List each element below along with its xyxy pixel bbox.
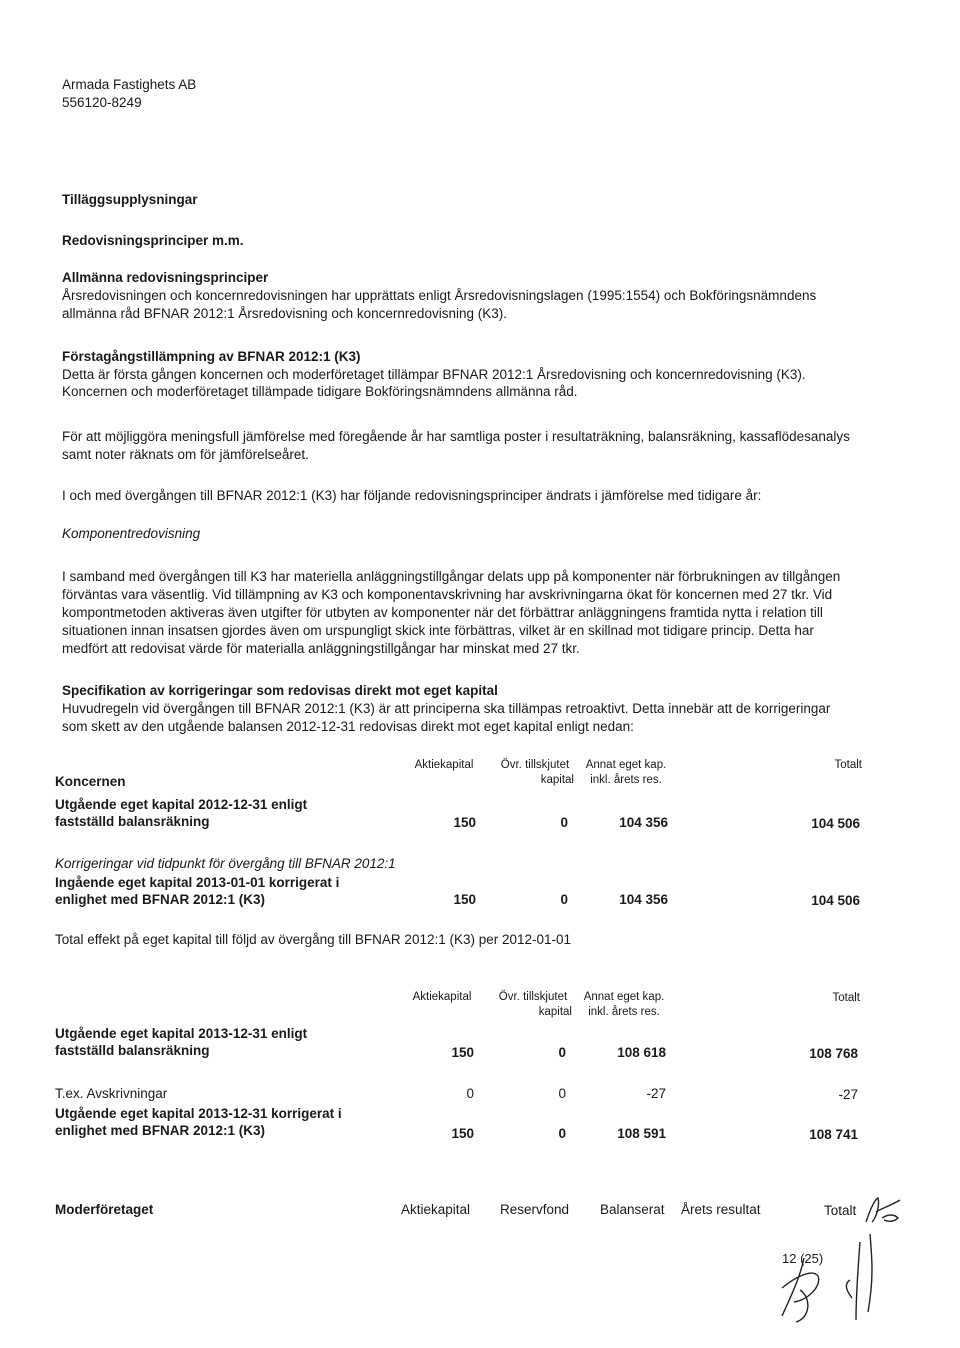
component-heading: Komponentredovisning [62, 526, 201, 541]
col-header-total: Totalt [834, 759, 862, 771]
table2-row1-total: 108 768 [809, 1046, 858, 1061]
handwritten-signature [760, 1228, 890, 1328]
component-line: I samband med övergången till K3 har materiella anläggningstillgångar delats upp på komponenter när förbrukningen av tillgången [62, 569, 841, 584]
parent-col-retained: Balanserat [600, 1202, 665, 1217]
table1-row2-other-equity: 104 356 [619, 892, 668, 907]
table2-row3-label: Utgående eget kapital 2013-12-31 korrigerat i enlighet med BFNAR 2012:1 (K3) [55, 1106, 342, 1138]
col-header-other-equity: Annat eget kap. inkl. årets res. [585, 759, 667, 786]
equity-spec-heading: Specifikation av korrigeringar som redovisas direkt mot eget kapital [62, 683, 498, 698]
parent-col-result: Årets resultat [681, 1202, 761, 1217]
table2-row1-share-capital: 150 [451, 1045, 474, 1060]
table1-row1-total: 104 506 [811, 816, 860, 831]
handwritten-initials-top [860, 1192, 906, 1228]
table2-row1-label: Utgående eget kapital 2013-12-31 enligt fastställd balansräkning [55, 1026, 308, 1058]
col-header-share-capital: Aktiekapital [412, 991, 472, 1003]
equity-spec-line1: Huvudregeln vid övergången till BFNAR 2012:1 (K3) är att principerna ska tillämpas retroaktivt. Detta innebär att de korrigeringar [62, 701, 831, 716]
general-principles-heading: Allmänna redovisningsprinciper [62, 270, 269, 285]
general-principles-line2: allmänna råd BFNAR 2012:1 Årsredovisning och koncernredovisning (K3). [62, 306, 507, 321]
component-line: situationen innan insatsen gjordes även om urspungligt skick inte förbättras, vilket är en skillnad mot tidigare princip. Detta har [62, 623, 814, 638]
equity-spec-line2: som skett av den utgående balansen 2012-12-31 redovisas direkt mot eget kapital enligt nedan: [62, 719, 634, 734]
table1-row2-total: 104 506 [811, 893, 860, 908]
col-header-other-capital: Övr. tillskjutet kapital [500, 759, 574, 786]
table1-row2-share-capital: 150 [453, 892, 476, 907]
section-title: Tilläggsupplysningar [62, 192, 198, 207]
table2-row2-total: -27 [838, 1087, 858, 1102]
table2-row2-other-capital: 0 [558, 1086, 566, 1101]
table2-row3-other-equity: 108 591 [617, 1126, 666, 1141]
component-line: kompontmetoden aktiveras även utgifter för utbyten av komponenter när det förbättrar anläggningens framtida nytta i relation till [62, 605, 823, 620]
table2-row1-other-equity: 108 618 [617, 1045, 666, 1060]
total-effect-label: Total effekt på eget kapital till följd av övergång till BFNAR 2012:1 (K3) per 2012-01-01 [55, 932, 572, 947]
table1-row2-label: Ingående eget kapital 2013-01-01 korrigerat i enlighet med BFNAR 2012:1 (K3) [55, 875, 340, 907]
table1-row1-other-capital: 0 [560, 815, 568, 830]
component-line: förväntas vara väsentlig. Vid tillämpning av K3 och komponentavskrivning har avskrivningarna ökat för koncernen med 27 tkr. Vid [62, 587, 833, 602]
table2-row1-other-capital: 0 [558, 1045, 566, 1060]
transition-intro: I och med övergången till BFNAR 2012:1 (K3) har följande redovisningsprinciper ändrats i jämförelse med tidigare år: [62, 488, 762, 503]
company-name: Armada Fastighets AB [62, 77, 197, 92]
table2-row3-other-capital: 0 [558, 1126, 566, 1141]
table1-row1-share-capital: 150 [453, 815, 476, 830]
table2-row2-label: T.ex. Avskrivningar [55, 1086, 168, 1101]
parent-col-total: Totalt [824, 1203, 857, 1218]
component-line: medfört att redovisat värde för materialla anläggningstillgångar har minskat med 27 tkr. [62, 641, 580, 656]
first-time-line1: Detta är första gången koncernen och moderföretaget tillämpar BFNAR 2012:1 Årsredovisning och koncernredovisning (K3). [62, 367, 806, 382]
table1-row1-label: Utgående eget kapital 2012-12-31 enligt fastställd balansräkning [55, 797, 308, 829]
table2-row3-total: 108 741 [809, 1127, 858, 1142]
first-time-line2: Koncernen och moderföretaget tillämpade tidigare Bokföringsnämndens allmänna råd. [62, 384, 578, 399]
col-header-total: Totalt [832, 992, 860, 1004]
table2-row2-share-capital: 0 [466, 1086, 474, 1101]
table1-row2-other-capital: 0 [560, 892, 568, 907]
col-header-other-capital: Övr. tillskjutet kapital [498, 991, 572, 1018]
first-time-heading: Förstagångstillämpning av BFNAR 2012:1 (K3) [62, 349, 361, 364]
subsection-title: Redovisningsprinciper m.m. [62, 233, 244, 248]
table1-row1-other-equity: 104 356 [619, 815, 668, 830]
col-header-other-equity: Annat eget kap. inkl. årets res. [583, 991, 665, 1018]
parent-label: Moderföretaget [55, 1202, 154, 1217]
table2-row3-share-capital: 150 [451, 1126, 474, 1141]
parent-col-share-capital: Aktiekapital [401, 1202, 471, 1217]
comparison-line2: samt noter räknats om för jämförelseåret. [62, 447, 309, 462]
parent-col-reserve: Reservfond [500, 1202, 570, 1217]
page-number: 12 (25) [782, 1251, 824, 1266]
comparison-line1: För att möjliggöra meningsfull jämförelse med föregående år har samtliga poster i resultaträkning, balansräkning, kassaflödesanalys [62, 429, 850, 444]
col-header-share-capital: Aktiekapital [414, 759, 474, 771]
corrections-label: Korrigeringar vid tidpunkt för övergång till BFNAR 2012:1 [55, 856, 396, 871]
org-number: 556120-8249 [62, 95, 142, 110]
table2-row2-other-equity: -27 [646, 1086, 666, 1101]
general-principles-line1: Årsredovisningen och koncernredovisningen har upprättats enligt Årsredovisningslagen (1995:1554) och Bokföringsnämndens [62, 288, 817, 303]
group-label: Koncernen [55, 774, 126, 789]
